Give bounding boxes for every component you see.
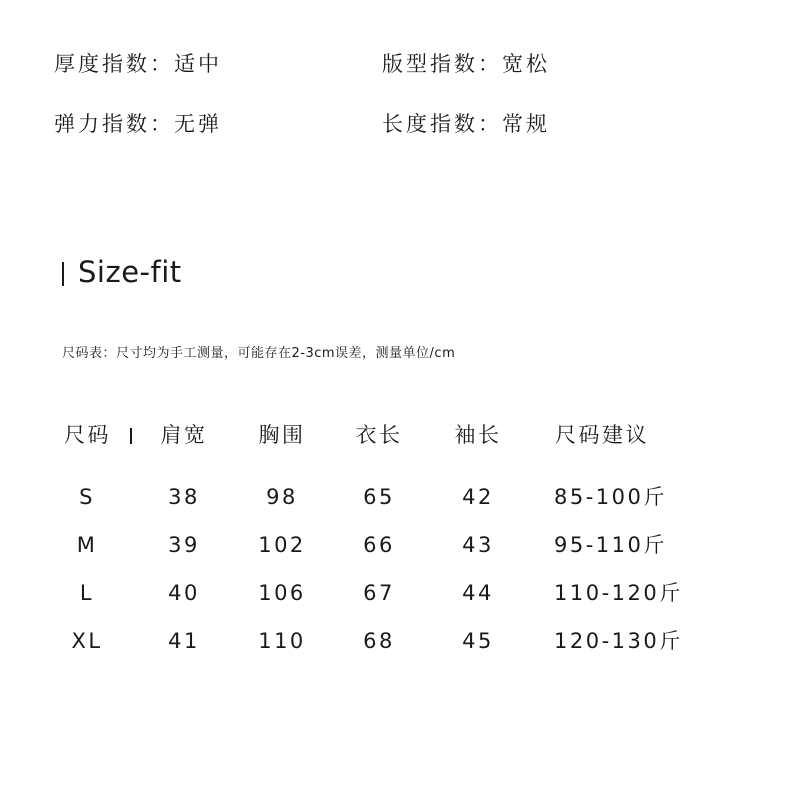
table-row-recommendation: 95-110斤 [554, 533, 667, 557]
table-row-chest: 106 [258, 581, 306, 605]
measurement-note: 尺码表：尺寸均为手工测量，可能存在2-3cm误差，测量单位/cm [62, 346, 456, 361]
table-row-sleeve: 42 [462, 485, 494, 509]
table-row-length: 65 [363, 485, 395, 509]
table-row-length: 68 [363, 629, 395, 653]
table-row-shoulder: 40 [168, 581, 200, 605]
heading-text: Size-fit [78, 254, 182, 289]
fit-index: 版型指数：宽松 [382, 52, 550, 76]
table-row-sleeve: 45 [462, 629, 494, 653]
table-row-recommendation: 120-130斤 [554, 629, 683, 653]
header-separator [130, 428, 132, 444]
header-shoulder: 肩宽 [160, 423, 208, 447]
table-row-recommendation: 85-100斤 [554, 485, 667, 509]
header-size: 尺码 [64, 423, 111, 447]
table-row-shoulder: 41 [168, 629, 200, 653]
table-row-shoulder: 38 [168, 485, 200, 509]
elasticity-index: 弹力指数：无弹 [54, 112, 222, 136]
table-row-chest: 110 [258, 629, 306, 653]
header-length: 衣长 [355, 423, 403, 447]
table-row-shoulder: 39 [168, 533, 200, 557]
table-row-size: XL [71, 629, 103, 653]
table-row-length: 66 [363, 533, 395, 557]
length-index: 长度指数：常规 [382, 112, 550, 136]
table-row-sleeve: 43 [462, 533, 494, 557]
table-row-chest: 102 [258, 533, 306, 557]
table-row-length: 67 [363, 581, 395, 605]
heading-divider [62, 262, 64, 286]
thickness-index: 厚度指数：适中 [54, 52, 222, 76]
header-sleeve: 袖长 [454, 423, 502, 447]
table-row-recommendation: 110-120斤 [554, 581, 683, 605]
table-row-sleeve: 44 [462, 581, 494, 605]
table-row-size: M [76, 533, 98, 557]
size-fit-heading [62, 254, 182, 290]
table-row-chest: 98 [266, 485, 298, 509]
table-row-size: S [79, 485, 95, 509]
header-recommendation: 尺码建议 [555, 423, 649, 447]
header-chest: 胸围 [258, 423, 306, 447]
table-row-size: L [79, 581, 95, 605]
